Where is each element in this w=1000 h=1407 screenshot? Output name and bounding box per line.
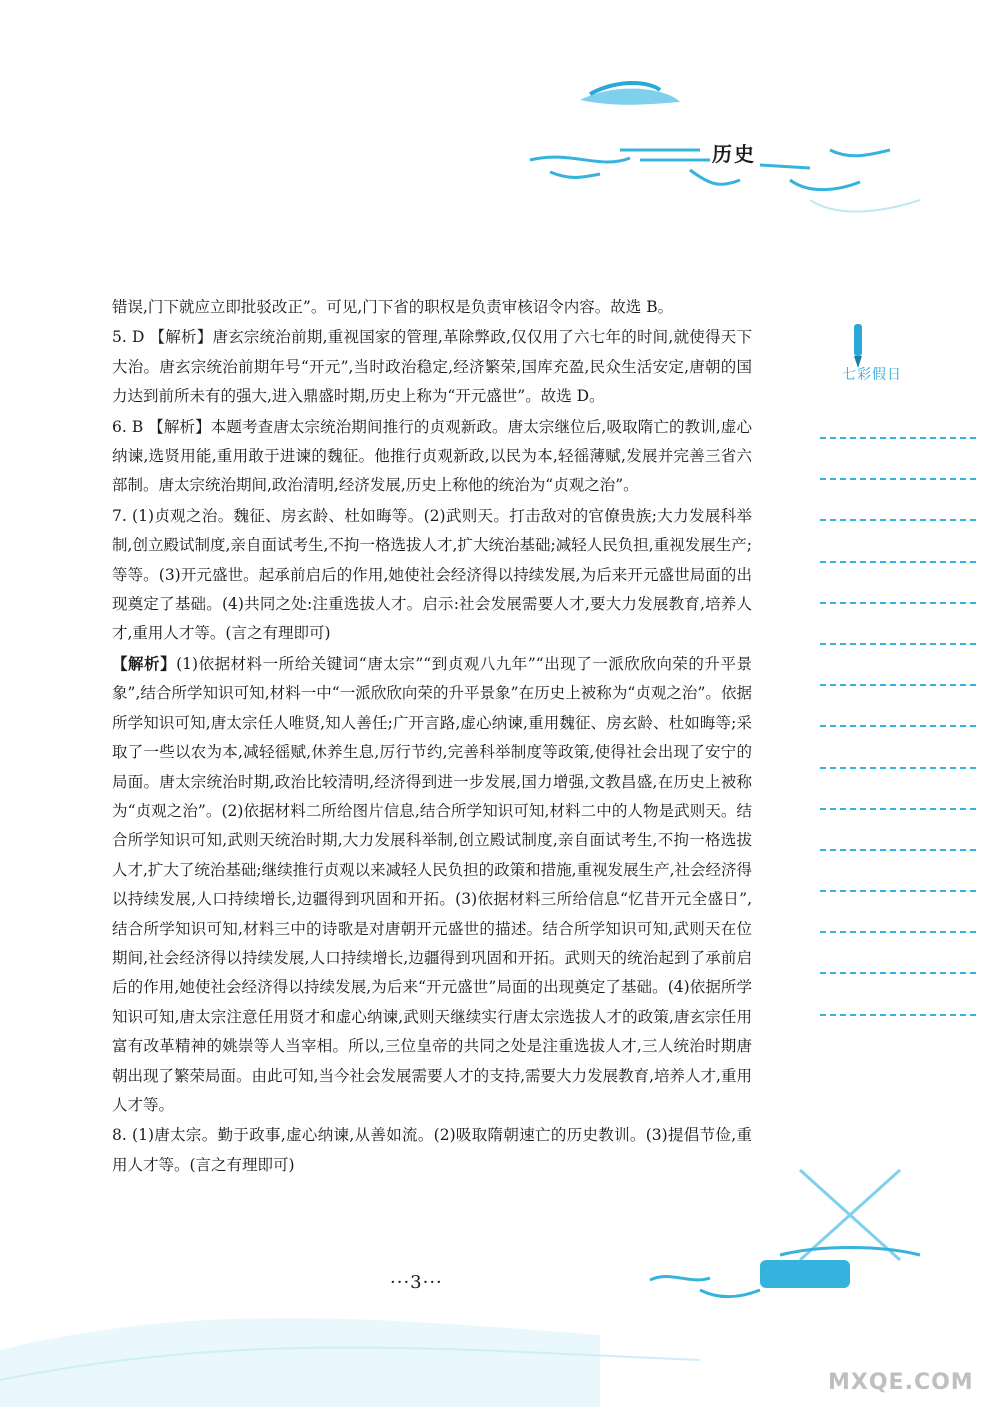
note-line [820, 643, 976, 646]
paragraph-text: 5. D 【解析】唐玄宗统治前期,重视国家的管理,革除弊政,仅仅用了六七年的时间,就使得天下大治。唐玄宗统治前期年号“开元”,当时政治稳定,经济繁荣,国库充盈,民众生活安定,唐朝的国力达到前所未有的强大,进入鼎盛时期,历史上称为“开元盛世”。故选 D。 [112, 328, 752, 406]
brand-label: 七彩假日 [842, 367, 902, 383]
note-line [820, 437, 976, 440]
paragraph-text: 错误,门下就应立即批驳改正”。可见,门下省的职权是负责审核诏令内容。故选 B。 [112, 298, 674, 316]
paragraph [112, 292, 752, 322]
note-line [820, 767, 976, 770]
paragraph [112, 322, 752, 411]
subject-title: 历史 [712, 142, 756, 166]
watermark: MXQE.COM [828, 1370, 974, 1395]
note-lines [820, 437, 976, 1055]
note-line [820, 890, 976, 893]
note-line [820, 1014, 976, 1017]
note-line [820, 808, 976, 811]
paragraph [112, 649, 752, 1121]
paragraph [112, 501, 752, 649]
note-line [820, 478, 976, 481]
paragraph-text: 7. (1)贞观之治。魏征、房玄龄、杜如晦等。(2)武则天。打击敌对的官僚贵族;大力发展科举制,创立殿试制度,亲自面试考生,不拘一格选拔人才,扩大统治基础;减轻人民负担,重视发展生产;等等。(3)开元盛世。起承前启后的作用,她使社会经济得以持续发展,为后来开元盛世局面的出现奠定了基础。(4)共同之处:注重选拔人才。启示:社会发展需要人才,要大力发展教育,培养人才,重用人才等。(言之有理即可) [112, 506, 752, 643]
note-line [820, 972, 976, 975]
footer-ornament [0, 1150, 1000, 1407]
note-line [820, 602, 976, 605]
note-line [820, 725, 976, 728]
note-line [820, 684, 976, 687]
note-line [820, 931, 976, 934]
paragraph-text: 8. (1)唐太宗。勤于政事,虚心纳谏,从善如流。(2)吸取隋朝速亡的历史教训。(3)提倡节俭,重用人才等。(言之有理即可) [112, 1126, 752, 1174]
note-line [820, 561, 976, 564]
note-line [820, 519, 976, 522]
paragraph-text: (1)依据材料一所给关键词“唐太宗”“到贞观八九年”“出现了一派欣欣向荣的升平景象”,结合所学知识可知,材料一中“一派欣欣向荣的升平景象”在历史上被称为“贞观之治”。依据所学知识可知,唐太宗任人唯贤,知人善任;广开言路,虚心纳谏,重用魏征、房玄龄、杜如晦等;采取了一些以农为本,减轻徭赋,休养生息,厉行节约,完善科举制度等政策,使得社会出现了安宁的局面。唐太宗统治时期,政治比较清明,经济得到进一步发展,国力增强,文教昌盛,在历史上被称为“贞观之治”。(2)依据材料二所给图片信息,结合所学知识可知,材料二中的人物是武则天。结合所学知识可知,武则天统治时期,大力发展科举制,创立殿试制度,亲自面试考生,不拘一格选拔人才,扩大了统治基础;继续推行贞观以来减轻人民负担的政策和措施,重视发展生产,社会经济得以持续发展,人口持续增长,边疆得到巩固和开拓。(3)依据材料三所给信息“忆昔开元全盛日”,结合所学知识可知,材料三中的诗歌是对唐朝开元盛世的描述。结合所学知识可知,武则天在位期间,社会经济得以持续发展,人口持续增长,边疆得到巩固和开拓。武则天的统治起到了承前启后的作用,她使社会经济得以持续发展,为后来“开元盛世”局面的出现奠定了基础。(4)依据所学知识可知,唐太宗注意任用贤才和虚心纳谏,武则天继续实行唐太宗选拔人才的政策,唐玄宗任用富有改革精神的姚崇等人当宰相。所以,三位皇帝的共同之处是注重选拔人才,三人统治时期唐朝出现了繁荣局面。由此可知,当今社会发展需要人才的支持,需要大力发展教育,培养人才,重用人才等。 [112, 654, 753, 1114]
pen-icon [846, 322, 870, 370]
paragraph [112, 412, 752, 501]
note-line [820, 849, 976, 852]
answer-content [112, 292, 752, 1180]
tag: 【解析】 [112, 653, 177, 673]
page-number: ···3··· [390, 1272, 443, 1293]
paragraph-text: 6. B 【解析】本题考查唐太宗统治期间推行的贞观新政。唐太宗继位后,吸取隋亡的教训,虚心纳谏,选贤用能,重用敢于进谏的魏征。他推行贞观新政,以民为本,轻徭薄赋,发展并完善三省六部制。唐太宗统治期间,政治清明,经济发展,历史上称他的统治为“贞观之治”。 [112, 417, 752, 495]
